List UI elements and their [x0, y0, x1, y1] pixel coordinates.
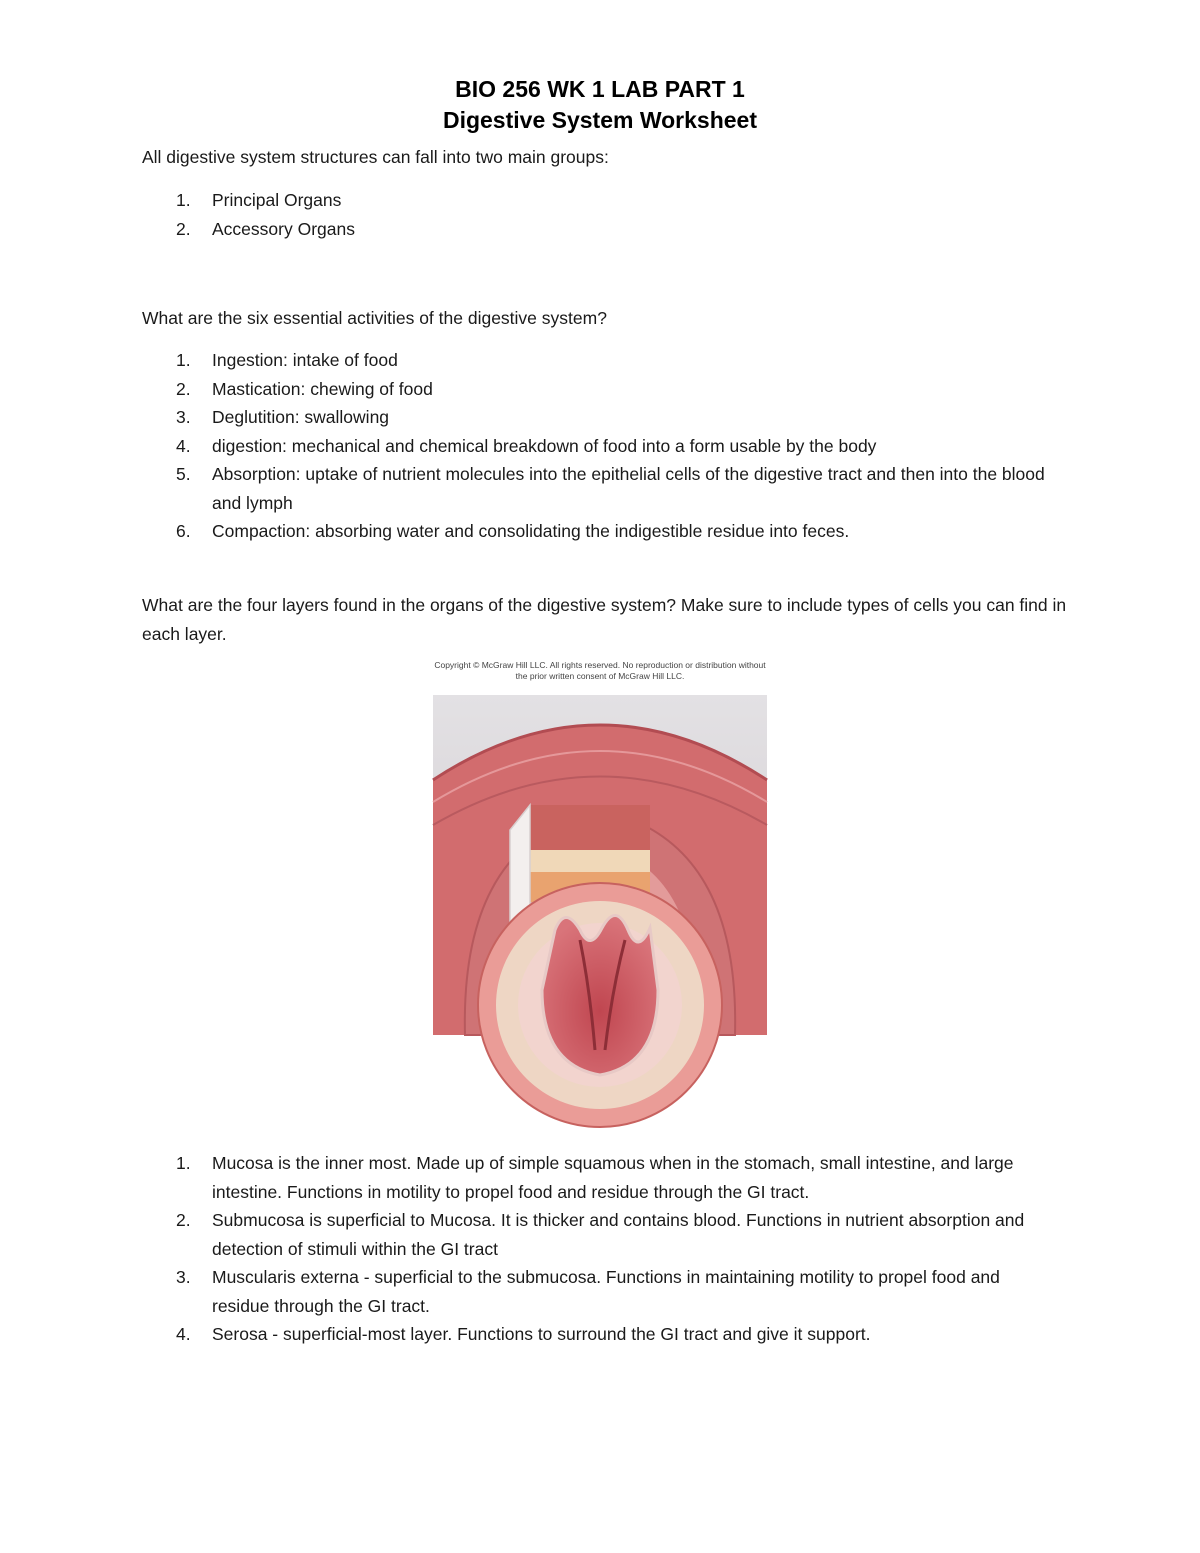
list-item-text: Muscularis externa - superficial to the submucosa. Functions in maintaining motility to propel food and residue through the GI tract.	[212, 1267, 1000, 1316]
gi-tract-wall-figure	[430, 660, 770, 1130]
list-marker: 6.	[176, 521, 191, 541]
list-item	[142, 1206, 1052, 1263]
activities-list	[142, 346, 1052, 546]
list-item-text: Accessory Organs	[212, 218, 355, 239]
list-item	[142, 186, 1052, 215]
list-item-text: Serosa - superficial-most layer. Functions to surround the GI tract and give it support.	[212, 1324, 871, 1344]
list-marker: 5.	[176, 464, 191, 484]
list-marker: 3.	[176, 407, 191, 427]
list-item-text: Mastication: chewing of food	[212, 378, 433, 399]
list-item-text: Submucosa is superficial to Mucosa. It is thicker and contains blood. Functions in nutrient absorption and detection of stimuli within the GI tract	[212, 1210, 1025, 1259]
layers-list	[142, 1149, 1052, 1349]
list-item	[142, 1320, 1052, 1349]
list-item-text: Ingestion: intake of food	[212, 350, 398, 370]
list-marker: 2.	[176, 218, 191, 239]
list-item	[142, 375, 1052, 404]
list-item-text: Deglutition: swallowing	[212, 407, 390, 427]
list-marker: 1.	[176, 1153, 191, 1173]
list-item	[142, 403, 1052, 432]
list-marker: 4.	[176, 1324, 191, 1344]
layers-question: What are the four layers found in the organs of the digestive system? Make sure to include types of cells you can find in each layer.	[142, 595, 1067, 644]
list-item	[142, 346, 1052, 375]
list-item	[142, 1149, 1052, 1206]
list-item	[142, 215, 1052, 244]
list-item-text: Absorption: uptake of nutrient molecules into the epithelial cells of the digestive tract and then into the blood and lymph	[212, 464, 1045, 513]
list-item-text: Compaction: absorbing water and consolidating the indigestible residue into feces.	[212, 521, 850, 541]
list-item	[142, 1263, 1052, 1320]
list-marker: 2.	[176, 1210, 191, 1230]
activities-question: What are the six essential activities of the digestive system?	[142, 308, 607, 328]
figure-copyright: Copyright © McGraw Hill LLC. All rights reserved. No reproduction or distribution without the prior written consent of McGraw Hill LLC.	[434, 660, 766, 681]
list-marker: 4.	[176, 435, 191, 456]
list-item-text: Principal Organs	[212, 190, 342, 210]
list-marker: 1.	[176, 190, 191, 210]
gi-tract-cross-section-illustration	[430, 690, 770, 1130]
document-title: BIO 256 WK 1 LAB PART 1	[455, 76, 745, 102]
list-marker: 2.	[176, 378, 191, 399]
list-item	[142, 517, 1052, 546]
document-subtitle: Digestive System Worksheet	[442, 107, 758, 133]
list-marker: 3.	[176, 1267, 191, 1287]
list-item	[142, 432, 1052, 461]
list-item-text: Mucosa is the inner most. Made up of simple squamous when in the stomach, small intestine, and large intestine. Functions in motility to propel food and residue through the GI tract.	[212, 1153, 1014, 1202]
list-item	[142, 460, 1052, 517]
list-marker: 1.	[176, 350, 191, 370]
groups-intro: All digestive system structures can fall into two main groups:	[142, 147, 609, 167]
list-item-text: digestion: mechanical and chemical breakdown of food into a form usable by the body	[212, 435, 877, 456]
groups-list	[142, 186, 1052, 243]
